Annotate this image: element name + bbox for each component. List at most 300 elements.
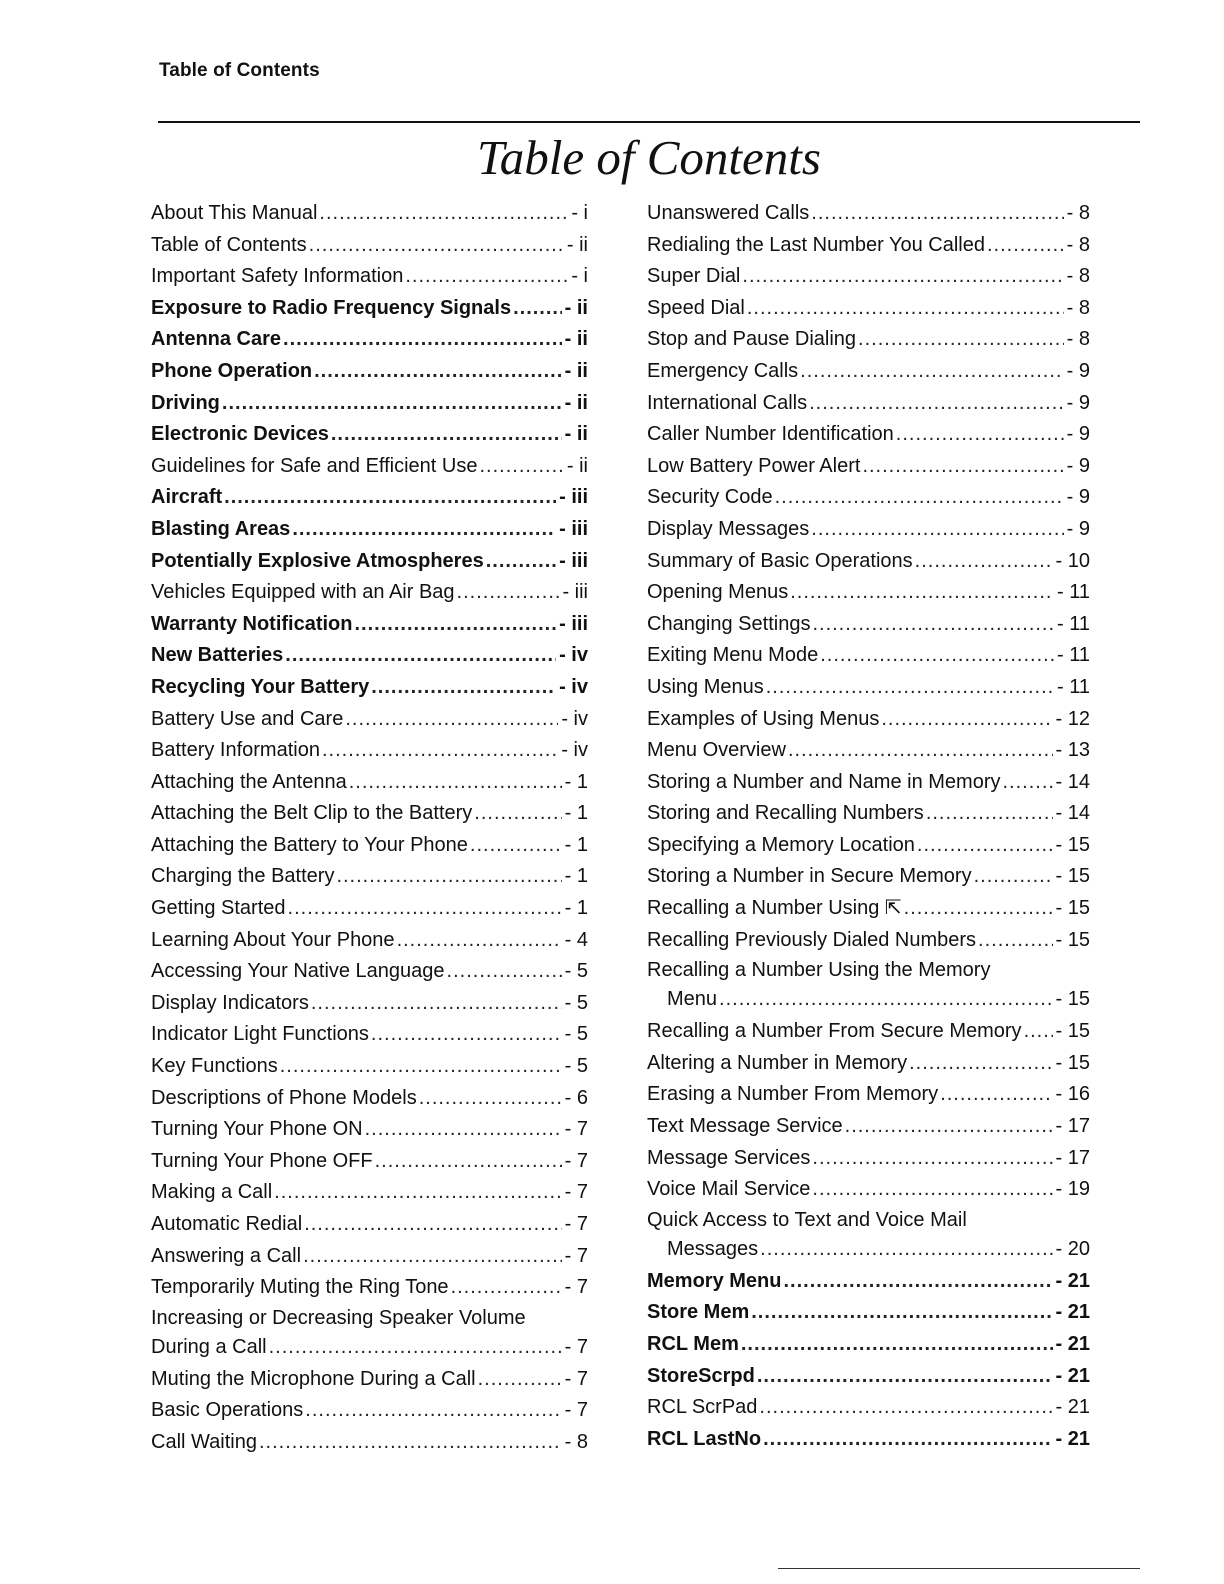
toc-entry[interactable] (647, 293, 1090, 325)
toc-entry[interactable] (151, 1304, 588, 1364)
toc-entry-title: Summary of Basic Operations (647, 549, 913, 572)
toc-entry-title: Quick Access to Text and Voice Mail (647, 1208, 967, 1231)
toc-entry-title: Basic Operations (151, 1399, 304, 1422)
toc-entry[interactable] (151, 388, 588, 420)
dot-leader (809, 388, 1064, 420)
toc-entry[interactable] (151, 324, 588, 356)
toc-entry-page: - i (571, 202, 588, 224)
dot-leader (405, 261, 568, 293)
toc-entry-page: - 15 (1055, 1051, 1090, 1074)
toc-entry[interactable] (647, 925, 1090, 957)
toc-entry-title: Table of Contents (151, 233, 307, 256)
toc-entry[interactable] (647, 1016, 1090, 1048)
toc-entry-title: StoreScrpd (647, 1364, 755, 1387)
dot-leader (1002, 767, 1052, 799)
toc-entry-title: Erasing a Number From Memory (647, 1083, 939, 1106)
toc-entry-title: Security Code (647, 486, 773, 509)
dot-leader (283, 324, 562, 356)
toc-entry[interactable] (647, 261, 1090, 293)
toc-entry-title: Important Safety Information (151, 265, 404, 288)
dot-leader (274, 1177, 561, 1209)
dot-leader (741, 1329, 1053, 1361)
toc-entry-page: - 17 (1055, 1146, 1090, 1169)
toc-entry-page: - 9 (1066, 359, 1090, 382)
dot-leader (365, 1114, 562, 1146)
dot-leader (759, 1392, 1052, 1424)
toc-entry-page: - 21 (1055, 1427, 1090, 1450)
toc-entry-page: - 10 (1055, 549, 1090, 572)
toc-entry-page: - 11 (1057, 675, 1090, 698)
dot-leader (896, 419, 1064, 451)
toc-entry-title: Storing a Number in Secure Memory (647, 865, 972, 888)
header-rule (158, 121, 1140, 123)
toc-entry-title: Recalling a Number Using ⇱ (647, 897, 902, 920)
toc-entry-title: Muting the Microphone During a Call (151, 1367, 476, 1390)
toc-entry-title: Speed Dial (647, 296, 745, 319)
dot-leader (915, 546, 1053, 578)
toc-entry-title: Vehicles Equipped with an Air Bag (151, 581, 455, 604)
toc-entry-title: Turning Your Phone ON (151, 1118, 363, 1141)
dot-leader (926, 798, 1053, 830)
toc-entry-page: - ii (564, 423, 588, 446)
toc-entry-title-continued: During a Call (151, 1335, 267, 1358)
toc-entry-page: - 21 (1055, 1333, 1090, 1355)
toc-entry-title-continued: Menu (667, 988, 718, 1011)
toc-entry-page: - 21 (1055, 1396, 1090, 1419)
dot-leader (331, 419, 562, 451)
toc-entry[interactable] (151, 1241, 588, 1273)
dot-leader (280, 1051, 562, 1083)
toc-entry-title: Battery Use and Care (151, 707, 344, 730)
toc-entry[interactable] (151, 514, 588, 546)
dot-leader (858, 324, 1064, 356)
toc-entry[interactable] (647, 798, 1090, 830)
toc-entry[interactable] (151, 1364, 588, 1396)
dot-leader (319, 198, 568, 230)
toc-entry-page: - 11 (1057, 644, 1090, 667)
dot-leader (397, 925, 562, 957)
dot-leader (812, 609, 1054, 641)
toc-entry[interactable] (647, 1143, 1090, 1175)
toc-entry-title: Antenna Care (151, 328, 282, 351)
toc-entry[interactable] (647, 1297, 1090, 1329)
dot-leader (371, 672, 556, 704)
toc-entry-title: Store Mem (647, 1301, 750, 1324)
toc-entry[interactable] (151, 1083, 588, 1115)
toc-entry-title: Temporarily Muting the Ring Tone (151, 1276, 449, 1299)
toc-entry-title: Menu Overview (647, 739, 786, 762)
toc-entry-page: - 8 (1066, 296, 1090, 319)
dot-leader (447, 956, 562, 988)
toc-entry-title: Emergency Calls (647, 359, 799, 382)
toc-entry-page: - 7 (564, 1367, 588, 1390)
dot-leader (457, 577, 560, 609)
toc-entry-page: - 1 (564, 770, 588, 793)
toc-entry-title: Recalling a Number Using the Memory (647, 959, 991, 982)
toc-entry-title: RCL LastNo (647, 1427, 762, 1450)
toc-entry[interactable] (151, 1272, 588, 1304)
toc-entry[interactable] (151, 230, 588, 262)
toc-entry-title: Key Functions (151, 1055, 278, 1078)
toc-entry-page: - 14 (1055, 770, 1090, 793)
page-title: Table of Contents (477, 130, 821, 185)
toc-entry[interactable] (647, 1361, 1090, 1393)
dot-leader (845, 1111, 1053, 1143)
dot-leader (940, 1079, 1052, 1111)
toc-entry[interactable] (647, 1048, 1090, 1080)
toc-entry[interactable] (151, 356, 588, 388)
toc-entry-page: - i (571, 265, 588, 288)
toc-entry-page: - 5 (564, 1023, 588, 1046)
toc-entry-page: - 7 (564, 1244, 588, 1267)
toc-entry-title: Text Message Service (647, 1115, 843, 1138)
toc-entry-page: - 21 (1055, 1301, 1090, 1324)
toc-entry[interactable] (647, 1174, 1090, 1206)
toc-entry-title: Opening Menus (647, 581, 789, 604)
dot-leader (757, 1361, 1053, 1393)
toc-entry-title: Charging the Battery (151, 865, 335, 888)
toc-entry-title-continued: Messages (667, 1237, 759, 1260)
toc-entry-title: Driving (151, 391, 220, 414)
toc-entry-title: Answering a Call (151, 1244, 302, 1267)
toc-entry[interactable] (647, 356, 1090, 388)
dot-leader (292, 514, 556, 546)
toc-entry[interactable] (151, 482, 588, 514)
toc-entry-title: New Batteries (151, 644, 284, 667)
dot-leader (763, 1424, 1052, 1456)
dot-leader (881, 704, 1052, 736)
toc-entry-title: About This Manual (151, 202, 318, 224)
dot-leader (288, 893, 562, 925)
dot-leader (355, 609, 557, 641)
toc-entry-page: - iv (561, 707, 588, 730)
toc-entry[interactable] (647, 609, 1090, 641)
toc-entry-page: - 8 (564, 1430, 588, 1453)
toc-entry-title: Message Services (647, 1146, 811, 1169)
dot-leader (513, 293, 562, 325)
dot-leader (811, 514, 1063, 546)
dot-leader (811, 198, 1063, 230)
toc-entry-page: - 1 (564, 865, 588, 888)
toc-entry-title: Guidelines for Safe and Efficient Use (151, 454, 478, 477)
toc-entry[interactable] (151, 451, 588, 483)
toc-entry[interactable] (151, 672, 588, 704)
toc-entry-title: Specifying a Memory Location (647, 833, 915, 856)
toc-entry-title: Increasing or Decreasing Speaker Volume (151, 1306, 526, 1329)
toc-entry[interactable] (151, 261, 588, 293)
toc-entry-page: - 1 (564, 897, 588, 920)
toc-entry-page: - 9 (1066, 391, 1090, 414)
toc-entry-title: RCL ScrPad (647, 1396, 758, 1419)
toc-entry[interactable] (151, 1427, 588, 1459)
toc-entry-page: - 15 (1055, 928, 1090, 951)
toc-entry-page: - 16 (1055, 1083, 1090, 1106)
toc-entry-page: - 1 (564, 833, 588, 856)
toc-entry[interactable] (647, 861, 1090, 893)
dot-leader (719, 985, 1053, 1014)
toc-entry-page: - iii (559, 612, 588, 635)
toc-entry-title: Exposure to Radio Frequency Signals (151, 296, 512, 319)
toc-entry-title: Indicator Light Functions (151, 1023, 369, 1046)
toc-entry[interactable] (151, 925, 588, 957)
toc-entry-title: Attaching the Belt Clip to the Battery (151, 802, 473, 825)
dot-leader (474, 798, 561, 830)
dot-leader (314, 356, 562, 388)
dot-leader (311, 988, 562, 1020)
toc-entry[interactable] (647, 640, 1090, 672)
dot-leader (479, 451, 563, 483)
toc-entry-title: Recalling Previously Dialed Numbers (647, 928, 977, 951)
toc-entry[interactable] (151, 735, 588, 767)
toc-entry[interactable] (151, 640, 588, 672)
toc-entry-title: Attaching the Battery to Your Phone (151, 833, 468, 856)
toc-entry-page: - iii (559, 517, 588, 540)
toc-entry[interactable] (151, 704, 588, 736)
dot-leader (470, 830, 562, 862)
toc-entry-page: - ii (564, 391, 588, 414)
toc-entry[interactable] (151, 798, 588, 830)
toc-entry-page: - 9 (1066, 486, 1090, 509)
toc-entry-title: Changing Settings (647, 612, 811, 635)
toc-entry[interactable] (647, 1079, 1090, 1111)
toc-entry[interactable] (151, 419, 588, 451)
dot-leader (775, 482, 1064, 514)
toc-entry-title: Recalling a Number From Secure Memory (647, 1020, 1022, 1043)
toc-entry[interactable] (647, 893, 1090, 925)
toc-entry[interactable] (151, 609, 588, 641)
toc-entry[interactable] (151, 1146, 588, 1178)
dot-leader (451, 1272, 562, 1304)
toc-entry[interactable] (647, 1111, 1090, 1143)
toc-entry-title: Making a Call (151, 1181, 273, 1204)
toc-entry-title: Electronic Devices (151, 423, 329, 446)
dot-leader (800, 356, 1063, 388)
toc-entry-page: - 7 (564, 1181, 588, 1204)
toc-entry[interactable] (151, 1114, 588, 1146)
toc-entry-title: Voice Mail Service (647, 1178, 811, 1201)
toc-entry[interactable] (647, 1329, 1090, 1361)
toc-entry-title: Display Indicators (151, 991, 309, 1014)
dot-leader (812, 1143, 1052, 1175)
dot-leader (269, 1333, 562, 1362)
toc-entry-title: Automatic Redial (151, 1213, 303, 1235)
toc-entry-page: - 15 (1055, 988, 1090, 1011)
toc-entry-page: - 4 (564, 928, 588, 951)
toc-entry[interactable] (151, 1019, 588, 1051)
toc-entry[interactable] (647, 672, 1090, 704)
toc-entry-title: RCL Mem (647, 1333, 739, 1355)
toc-entry[interactable] (647, 388, 1090, 420)
toc-entry-page: - 9 (1066, 423, 1090, 446)
toc-entry-page: - 8 (1066, 202, 1090, 224)
toc-entry[interactable] (151, 956, 588, 988)
toc-entry-page: - 5 (564, 1055, 588, 1078)
toc-entry-page: - ii (564, 296, 588, 319)
toc-entry-page: - iv (561, 739, 588, 762)
toc-entry-page: - 7 (564, 1399, 588, 1422)
toc-entry-title: Descriptions of Phone Models (151, 1086, 417, 1109)
dot-leader (760, 1235, 1052, 1264)
toc-entry-page: - iii (559, 486, 588, 509)
toc-entry-title: Battery Information (151, 739, 320, 762)
dot-leader (790, 577, 1054, 609)
dot-leader (917, 830, 1053, 862)
toc-entry-title: Examples of Using Menus (647, 707, 880, 730)
toc-entry-page: - 5 (564, 991, 588, 1014)
toc-entry[interactable] (647, 735, 1090, 767)
toc-entry-title: Getting Started (151, 897, 286, 920)
dot-leader (820, 640, 1054, 672)
toc-entry[interactable] (151, 830, 588, 862)
toc-entry[interactable] (647, 1392, 1090, 1424)
dot-leader (747, 293, 1064, 325)
toc-entry-title: Call Waiting (151, 1430, 257, 1453)
toc-entry-page: - 9 (1066, 454, 1090, 477)
dot-leader (1024, 1016, 1053, 1048)
toc-entry[interactable] (151, 1051, 588, 1083)
dot-leader (862, 451, 1063, 483)
dot-leader (987, 230, 1064, 262)
toc-entry-page: - 15 (1055, 865, 1090, 888)
toc-entry-title: Phone Operation (151, 359, 313, 382)
toc-entry[interactable] (647, 230, 1090, 262)
toc-entry-page: - ii (564, 359, 588, 382)
dot-leader (978, 925, 1053, 957)
toc-entry[interactable] (647, 546, 1090, 578)
toc-entry[interactable] (647, 198, 1090, 230)
dot-leader (766, 672, 1054, 704)
toc-entry-title: Altering a Number in Memory (647, 1051, 908, 1074)
dot-leader (304, 1209, 561, 1241)
dot-leader (222, 388, 562, 420)
toc-entry-page: - 12 (1055, 707, 1090, 730)
toc-entry-page: - iii (562, 581, 588, 604)
toc-entry[interactable] (647, 451, 1090, 483)
dot-leader (742, 261, 1063, 293)
toc-entry[interactable] (647, 577, 1090, 609)
toc-entry-page: - iv (559, 675, 588, 698)
toc-right-column (647, 198, 1090, 1455)
toc-entry-title: Low Battery Power Alert (647, 454, 861, 477)
toc-entry-title: Caller Number Identification (647, 423, 894, 446)
dot-leader (909, 1048, 1052, 1080)
toc-entry-page: - 8 (1066, 233, 1090, 256)
toc-entry-title: Exiting Menu Mode (647, 644, 819, 667)
toc-entry-page: - 17 (1055, 1115, 1090, 1138)
dot-leader (974, 861, 1053, 893)
toc-entry-page: - 15 (1055, 1020, 1090, 1043)
toc-entry-title: Accessing Your Native Language (151, 960, 445, 983)
toc-entry-title: Unanswered Calls (647, 202, 810, 224)
toc-entry-page: - 13 (1055, 739, 1090, 762)
toc-entry-page: - 1 (564, 802, 588, 825)
toc-entry[interactable] (151, 293, 588, 325)
toc-entry[interactable] (151, 893, 588, 925)
toc-entry-title: Warranty Notification (151, 612, 353, 635)
toc-entry[interactable] (151, 861, 588, 893)
toc-entry-page: - 7 (564, 1276, 588, 1299)
dot-leader (788, 735, 1053, 767)
toc-entry-page: - 14 (1055, 802, 1090, 825)
toc-entry-page: - 6 (564, 1086, 588, 1109)
toc-entry-title: Attaching the Antenna (151, 770, 347, 793)
toc-entry-page: - iii (559, 549, 588, 572)
toc-entry[interactable] (647, 324, 1090, 356)
toc-entry-page: - 7 (564, 1335, 588, 1358)
toc-entry[interactable] (151, 1209, 588, 1241)
toc-entry-page: - iv (559, 644, 588, 667)
dot-leader (303, 1241, 562, 1273)
toc-entry-page: - ii (566, 454, 588, 477)
toc-entry-page: - 7 (564, 1149, 588, 1172)
toc-entry-page: - 11 (1057, 581, 1090, 604)
toc-entry-title: Super Dial (647, 265, 741, 288)
toc-entry-title: Stop and Pause Dialing (647, 328, 857, 351)
toc-entry-page: - 21 (1055, 1269, 1090, 1292)
toc-entry[interactable] (647, 956, 1090, 1016)
toc-entry-page: - 9 (1066, 517, 1090, 540)
dot-leader (375, 1146, 562, 1178)
toc-entry-title: Turning Your Phone OFF (151, 1149, 373, 1172)
dot-leader (478, 1364, 562, 1396)
toc-entry[interactable] (647, 704, 1090, 736)
toc-entry-title: Storing and Recalling Numbers (647, 802, 924, 825)
toc-entry-page: - 15 (1055, 833, 1090, 856)
toc-entry[interactable] (647, 830, 1090, 862)
dot-leader (812, 1174, 1052, 1206)
toc-entry-title: Using Menus (647, 675, 764, 698)
toc-entry[interactable] (151, 767, 588, 799)
toc-entry-title: Recycling Your Battery (151, 675, 370, 698)
toc-entry[interactable] (647, 419, 1090, 451)
toc-entry[interactable] (647, 1206, 1090, 1266)
toc-entry-page: - 7 (564, 1213, 588, 1235)
toc-entry-title: International Calls (647, 391, 808, 414)
toc-entry[interactable] (647, 514, 1090, 546)
toc-entry[interactable] (151, 1177, 588, 1209)
dot-leader (345, 704, 558, 736)
toc-entry[interactable] (151, 198, 588, 230)
dot-leader (336, 861, 561, 893)
toc-entry[interactable] (151, 1395, 588, 1427)
toc-entry-page: - 8 (1066, 265, 1090, 288)
toc-entry-page: - 20 (1055, 1237, 1090, 1260)
dot-leader (486, 546, 556, 578)
footer-rule (778, 1568, 1140, 1569)
toc-entry-title: Blasting Areas (151, 517, 291, 540)
dot-leader (309, 230, 564, 262)
toc-entry-page: - 8 (1066, 328, 1090, 351)
toc-entry-title: Potentially Explosive Atmospheres (151, 549, 484, 572)
dot-leader (349, 767, 562, 799)
toc-entry[interactable] (151, 546, 588, 578)
toc-entry-page: - 5 (564, 960, 588, 983)
toc-entry-title: Storing a Number and Name in Memory (647, 770, 1001, 793)
dot-leader (322, 735, 558, 767)
toc-entry[interactable] (647, 767, 1090, 799)
toc-entry[interactable] (647, 482, 1090, 514)
dot-leader (305, 1395, 561, 1427)
toc-entry[interactable] (647, 1266, 1090, 1298)
dot-leader (224, 482, 556, 514)
dot-leader (371, 1019, 562, 1051)
toc-entry-page: - 11 (1057, 612, 1090, 635)
toc-entry[interactable] (151, 577, 588, 609)
dot-leader (285, 640, 556, 672)
toc-entry[interactable] (647, 1424, 1090, 1456)
dot-leader (259, 1427, 562, 1459)
toc-entry[interactable] (151, 988, 588, 1020)
